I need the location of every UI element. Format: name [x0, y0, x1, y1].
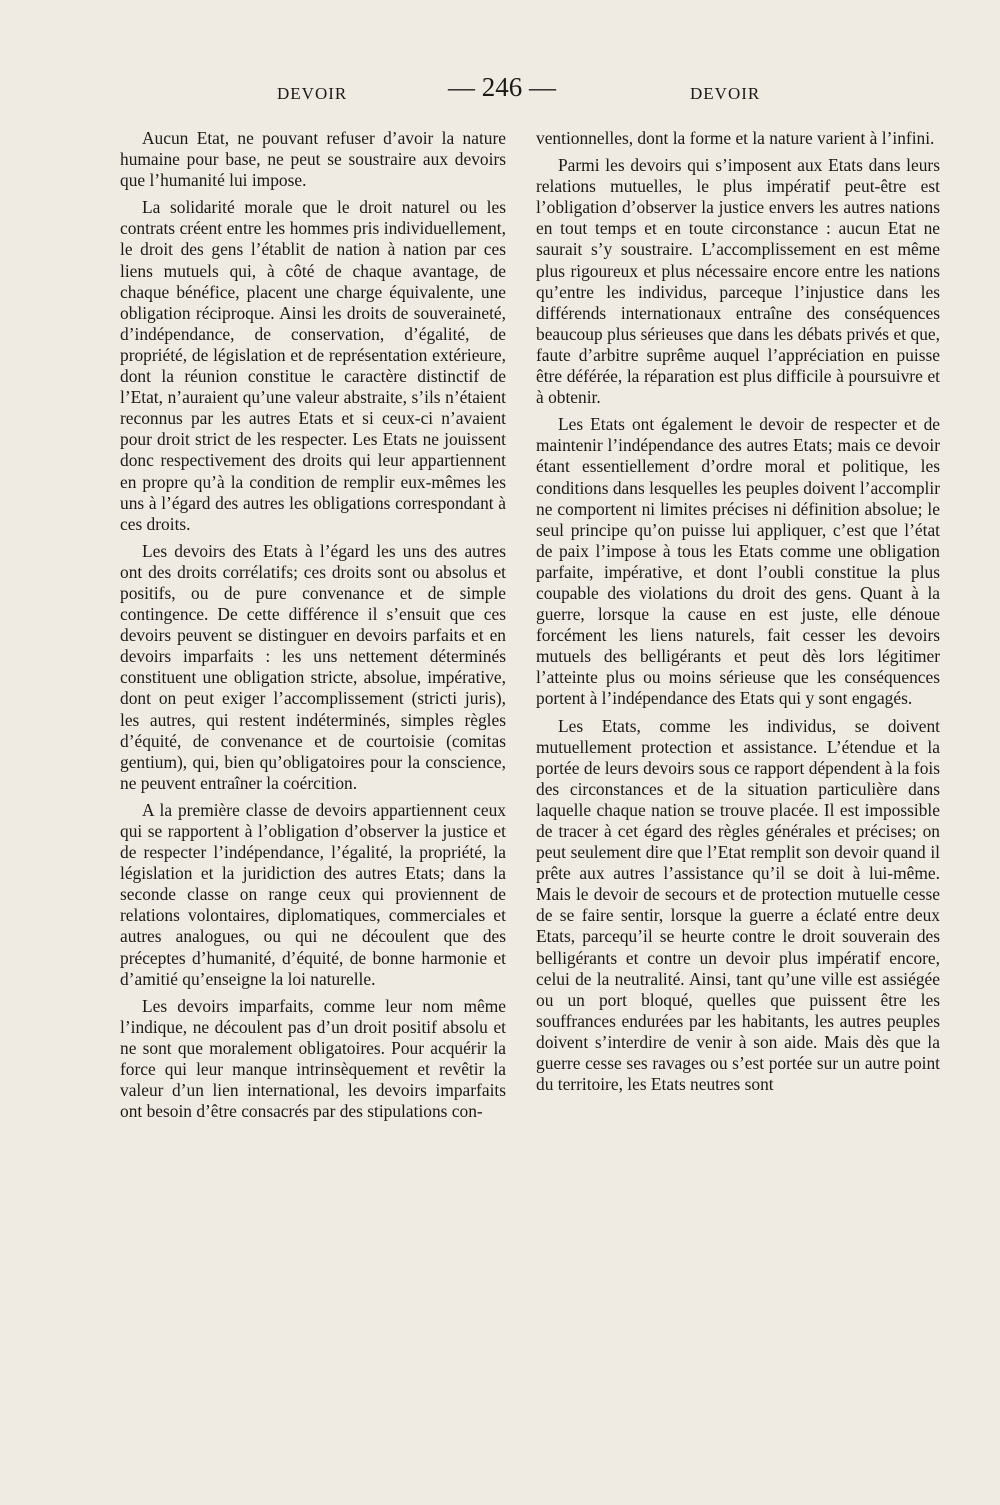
paragraph: A la première classe de devoirs appartiennent ceux qui se rapportent à l’obligation d’observer la justice et de respecter l’indépendance, l’égalité, la propriété, la législation et la juridiction des autres Etats; dans la seconde classe on range ceux qui proviennent de relations volontaires, diplomatiques, commerciales et autres analogues, ou qui ne découlent que des préceptes d’humanité, d’équité, de bonne harmonie et d’amitié qu’enseigne la loi naturelle.	[120, 799, 506, 989]
paragraph: La solidarité morale que le droit naturel ou les contrats créent entre les hommes pris individuellement, le droit des gens l’établit de nation à nation par ces liens mutuels qui, à côté de chaque avantage, de chaque bénéfice, placent une charge équivalente, une obligation réciproque. Ainsi les droits de souveraineté, d’indépendance, de conservation, d’égalité, de propriété, de législation et de représentation extérieure, dont la réunion constitue le caractère distinctif de l’Etat, n’auraient qu’une valeur abstraite, s’ils n’étaient reconnus par les autres Etats et si ceux-ci n’avaient pour droit strict de les respecter. Les Etats ne jouissent donc respectivement des droits qui leur appartiennent en propre qu’à la condition de remplir eux-mêmes les uns à l’égard des autres les obligations correspondant à ces droits.	[120, 197, 506, 534]
continued-paragraph: ventionnelles, dont la forme et la nature varient à l’infini.	[536, 128, 935, 148]
running-head-left: DEVOIR	[277, 84, 348, 103]
paragraph: Les devoirs imparfaits, comme leur nom même l’indique, ne découlent pas d’un droit positif absolu et ne sont que moralement obligatoires. Pour acquérir la force qui leur manque intrinsèquement et revêtir la valeur d’un lien international, les devoirs imparfaits ont besoin d’être consacrés par des stipulations con-	[120, 995, 506, 1122]
paragraph: Parmi les devoirs qui s’imposent aux Etats dans leurs relations mutuelles, le plus impératif peut-être est l’obligation d’observer la justice envers les autres nations en tout temps et en toute circonstance : aucun Etat ne saurait s’y soustraire. L’accomplissement en est même plus rigoureux et plus nécessaire encore entre les nations qu’entre les individus, parceque l’injustice dans les différends internationaux entraîne des conséquences beaucoup plus sérieuses que dans les débats privés et que, faute d’arbitre suprême auquel l’appréciation en puisse être déférée, la réparation est plus difficile à poursuivre et à obtenir.	[536, 155, 940, 408]
paragraph: Les devoirs des Etats à l’égard les uns des autres ont des droits corrélatifs; ces droits sont ou absolus et positifs, ou de pure convenance et de simple contingence. De cette différence il s’ensuit que ces devoirs peuvent se distinguer en devoirs parfaits et en devoirs imparfaits : les uns nettement déterminés constituent une obligation stricte, absolue, impérative, dont on peut exiger l’accomplissement (stricti juris), les autres, qui restent indéterminés, simples règles d’équité, de convenance et de courtoisie (comitas gentium), qui, bien qu’obligatoires pour la conscience, ne peuvent entraîner la coércition.	[120, 540, 506, 793]
right-text-column	[536, 128, 940, 1101]
paragraph: Les Etats ont également le devoir de respecter et de maintenir l’indépendance des autres Etats; mais ce devoir étant essentiellement d’ordre moral et politique, les conditions dans lesquelles les peuples doivent l’accomplir ne comportent ni limites précises ni définition absolue; le seul principe qu’on puisse lui appliquer, c’est que l’état de paix l’impose à tous les Etats comme une obligation parfaite, impérative, et dont l’oubli constitue la plus coupable des violations du droit des gens. Quant à la guerre, lorsque la cause en est juste, elle dénoue forcément les liens naturels, fait cesser les devoirs mutuels des belligérants et peut dès lors légitimer l’atteinte plus ou moins sérieuse que les conséquences portent à l’indépendance des Etats qui y sont engagés.	[536, 414, 940, 709]
paragraph: Aucun Etat, ne pouvant refuser d’avoir la nature humaine pour base, ne peut se soustraire aux devoirs que l’humanité lui impose.	[120, 128, 506, 191]
page-number: — 246 —	[448, 72, 556, 102]
left-text-column	[120, 128, 506, 1128]
running-header	[0, 70, 1000, 106]
running-head-right: DEVOIR	[690, 84, 761, 103]
paragraph: Les Etats, comme les individus, se doivent mutuellement protection et assistance. L’étendue et la portée de leurs devoirs sous ce rapport dépendent à la fois des circonstances et de la situation particulière dans laquelle chaque nation se trouve placée. Il est impossible de tracer à cet égard des règles générales et précises; on peut seulement dire que l’Etat remplit son devoir quand il prête aux autres l’assistance qu’il se doit à lui-même. Mais le devoir de secours et de protection mutuelle cesse de se faire sentir, lorsque la guerre a éclaté entre deux Etats, parcequ’il se heurte contre le droit souverain des belligérants et contre un devoir plus impératif encore, celui de la neutralité. Ainsi, tant qu’une ville est assiégée ou un port bloqué, quelles que puissent être les souffrances endurées par les habitants, les autres peuples doivent s’interdire de venir à son aide. Mais dès que la guerre cesse ses ravages ou s’est portée sur un autre point du territoire, les Etats neutres sont	[536, 715, 940, 1095]
